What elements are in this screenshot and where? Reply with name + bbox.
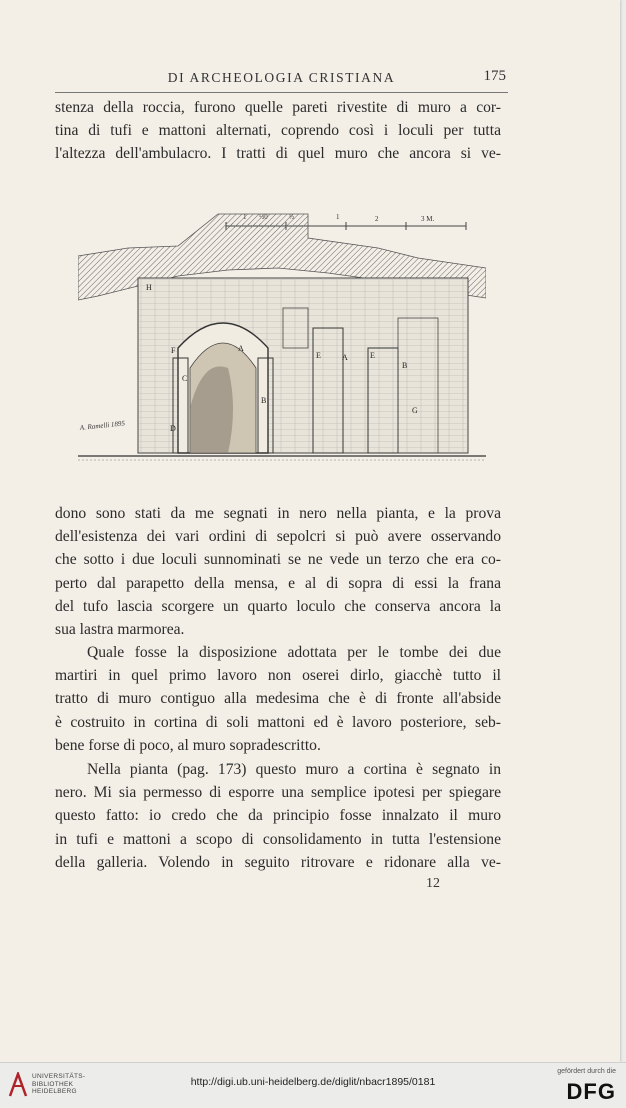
wall-letter: G — [412, 406, 418, 415]
signature-mark: 12 — [426, 876, 440, 891]
text-line: tina di tufi e mattoni alternati, coprendo così i loculi per tutta — [55, 122, 501, 140]
text-line: l'altezza dell'ambulacro. I tratti di quel muro che ancora si ve- — [55, 145, 501, 163]
wall-letter: A — [238, 344, 244, 353]
top-text-block — [55, 96, 501, 166]
text-line: in tufi e mattoni a scopo di consolidamento in tutta l'estensione — [55, 830, 501, 848]
wall-letter: D — [170, 424, 176, 433]
running-header — [55, 70, 508, 93]
paragraph-2 — [55, 641, 501, 757]
wall-letter: B — [402, 361, 408, 370]
text-line: dell'esistenza dei vari ordini di sepolcri si può avere osservando — [55, 528, 501, 546]
text-line: stenza della roccia, furono quelle pareti rivestite di muro a cor- — [55, 99, 501, 116]
page-number: 175 — [483, 68, 506, 84]
text-line: bene forse di poco, al muro sopradescritto. — [55, 736, 321, 754]
text-line: del tufo lascia scorgere un quarto loculo che conserva ancora la — [55, 597, 501, 615]
text-line: della galleria. Volendo in seguito ritrovare e ridonare alla ve- — [55, 853, 501, 871]
wall-letter: E — [370, 351, 375, 360]
header-title: DI ARCHEOLOGIA CRISTIANA — [167, 70, 396, 85]
scale-label: 2 — [375, 215, 379, 223]
text-line: perto dal parapetto della mensa, e al di sopra di essi la frana — [55, 574, 501, 592]
funding-note: gefördert durch die — [557, 1068, 616, 1075]
text-line: Quale fosse la disposizione adottata per le tombe dei due — [87, 644, 501, 661]
scale-label: 1 — [336, 213, 340, 221]
source-url[interactable]: http://digi.ub.uni-heidelberg.de/diglit/nbacr1895/0181 — [190, 1076, 436, 1088]
wall-letter: E — [316, 351, 321, 360]
text-line: tratto di muro contiguo alla medesima che è di fronte all'abside — [55, 690, 501, 708]
artist-signature: A. Ramelli 1895 — [79, 419, 126, 432]
wall-letter: F — [171, 346, 176, 355]
text-line: dono sono stati da me segnati in nero nella pianta, e la prova — [55, 505, 501, 522]
wall-letter: C — [182, 374, 188, 383]
text-line: sua lastra marmorea. — [55, 621, 185, 639]
text-line: nero. Mi sia permesso di esporre una semplice ipotesi per spiegare — [55, 784, 501, 802]
dfg-logo: DFG — [566, 1079, 616, 1104]
wall-letter: H — [146, 283, 152, 292]
library-name: UNIVERSITÄTS- BIBLIOTHEK HEIDELBERG — [32, 1073, 86, 1095]
catacomb-wall-illustration — [78, 208, 486, 470]
paragraph-3 — [55, 758, 501, 874]
text-line: martiri in quel primo lavoro non oserei dirlo, giacchè tutto il — [55, 667, 501, 685]
scale-label: 3 M. — [421, 215, 435, 223]
text-line: che sotto i due loculi sunnominati se ne vede un terzo che era co- — [55, 551, 501, 569]
text-line: questo fatto: io credo che da principio fosse innalzato il muro — [55, 807, 501, 825]
text-line: è costruito in cortina di soli mattoni ed è lavoro posteriore, seb- — [55, 713, 501, 731]
paragraph-1 — [55, 502, 501, 641]
wall-letter: B — [261, 396, 267, 405]
text-line: Nella pianta (pag. 173) questo muro a cortina è segnato in — [87, 761, 501, 778]
wall-letter: A — [342, 353, 348, 362]
digitization-footer — [0, 1062, 626, 1108]
